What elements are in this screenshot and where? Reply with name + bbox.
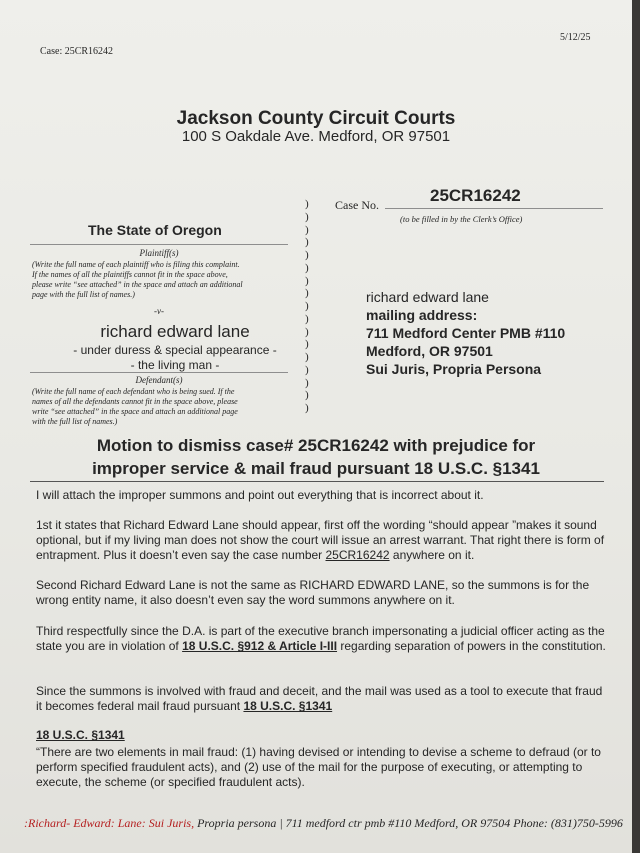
intro-text: I will attach the improper summons and point out everything that is incorrect about it.	[36, 488, 484, 502]
case-number-reference: 25CR16242	[325, 548, 390, 562]
plaintiff-name: The State of Oregon	[88, 222, 222, 238]
defendant-instructions-line: (Write the full name of each defendant who is being sued. If the	[32, 387, 235, 396]
footer	[24, 816, 623, 831]
motion-title	[0, 434, 632, 480]
intro-paragraph	[36, 488, 608, 503]
title-rule	[30, 481, 604, 482]
statute-quote: “There are two elements in mail fraud: (1) having devised or intending to devise a scheme to defraud (or to perform specified fraudulent acts), and (2) use of the mail for the purpose of executing, or attempting to execute, the scheme (or specified fraudulent acts).	[36, 745, 601, 789]
defendant-instructions-line: with the full list of names.)	[32, 417, 118, 426]
statute-heading: 18 U.S.C. §1341	[36, 728, 125, 742]
defendant-instructions-line: write “see attached” in the space and attach an additional page	[32, 407, 238, 416]
paragraph-first	[36, 518, 608, 563]
plaintiff-line	[30, 244, 288, 245]
court-name: Jackson County Circuit Courts	[176, 108, 456, 129]
paragraph-text: Second Richard Edward Lane is not the same as RICHARD EDWARD LANE, so the summons is for the wrong entity name, it also doesn’t even say the word summons anywhere on it.	[36, 578, 590, 607]
paragraph-text: 1st it states that Richard Edward Lane should appear, first off the wording “should appear ”makes it sound optional, but if my living man does not show the court will issue an arrest warrant. That right there is form of entrapment. Plus it doesn’t even say the case number	[36, 518, 605, 562]
versus: -v-	[154, 306, 164, 316]
statute-reference: 18 U.S.C. §1341	[243, 699, 333, 713]
plaintiff-instructions-line: (Write the full name of each plaintiff who is filing this complaint.	[32, 260, 240, 269]
paragraph-fourth	[36, 684, 608, 714]
motion-title-line: Motion to dismiss case# 25CR16242 with prejudice for	[96, 436, 536, 455]
paragraph-third	[36, 624, 608, 654]
plaintiff-instructions	[32, 260, 294, 300]
defendant-label: Defendant(s)	[135, 375, 183, 385]
defendant-line	[30, 372, 288, 373]
defendant-instructions-line: names of all the defendants cannot fit in the space above, please	[32, 397, 238, 406]
case-reference: Case: 25CR16242	[40, 46, 114, 57]
address-line: Medford, OR 97501	[366, 343, 493, 359]
paragraph-text: Third respectfully since the D.A. is part of the executive branch impersonating a judicial officer acting as the state you are in violation of	[36, 624, 605, 653]
plaintiff-instructions-line: please write “see attached” in the space and attach an additional	[32, 280, 243, 289]
address-line: mailing address:	[366, 307, 478, 323]
footer-signature-name: :Richard- Edward: Lane: Sui Juris,	[24, 816, 195, 830]
defendant-instructions	[32, 387, 294, 427]
plaintiff-label: Plaintiff(s)	[139, 248, 179, 258]
paragraph-text: Since the summons is involved with fraud and deceit, and the mail was used as a tool to execute that fraud it becomes federal mail fraud pursuant	[36, 684, 603, 713]
plaintiff-instructions-line: If the names of all the plaintiffs cannot fit in the space above,	[32, 270, 228, 279]
address-line: 711 Medford Center PMB #110	[366, 325, 566, 341]
paragraph-second	[36, 578, 608, 608]
court-address: 100 S Oakdale Ave. Medford, OR 97501	[181, 128, 451, 145]
case-number-label: Case No.	[335, 198, 379, 212]
statute-section	[36, 728, 608, 790]
defendant-subtitle: - under duress & special appearance -	[73, 343, 277, 357]
case-number-value: 25CR16242	[430, 186, 521, 205]
footer-contact: Propria persona | 711 medford ctr pmb #110 Medford, OR 97504 Phone: (831)750-5996	[194, 816, 623, 830]
clerk-note: (to be filled in by the Clerk’s Office)	[400, 214, 523, 224]
paragraph-text: anywhere on it.	[389, 548, 475, 562]
address-line: Sui Juris, Propria Persona	[366, 361, 542, 377]
plaintiff-instructions-line: page with the full list of names.)	[32, 290, 135, 299]
caption-parentheses: ) ) ) ) ) ) ) ) ) ) ) ) ) ) ) ) )	[305, 198, 309, 414]
mailing-address	[366, 288, 565, 378]
defendant-name: richard edward lane	[100, 322, 250, 341]
statute-reference: 18 U.S.C. §912 & Article I-III	[182, 639, 338, 653]
motion-title-line: improper service & mail fraud pursuant 18 U.S.C. §1341	[92, 459, 540, 478]
defendant-subtitle: - the living man -	[130, 358, 220, 372]
document-date: 5/12/25	[560, 32, 591, 43]
case-number-line	[385, 208, 603, 209]
paragraph-text: regarding separation of powers in the constitution.	[337, 639, 606, 653]
address-line: richard edward lane	[366, 289, 489, 305]
